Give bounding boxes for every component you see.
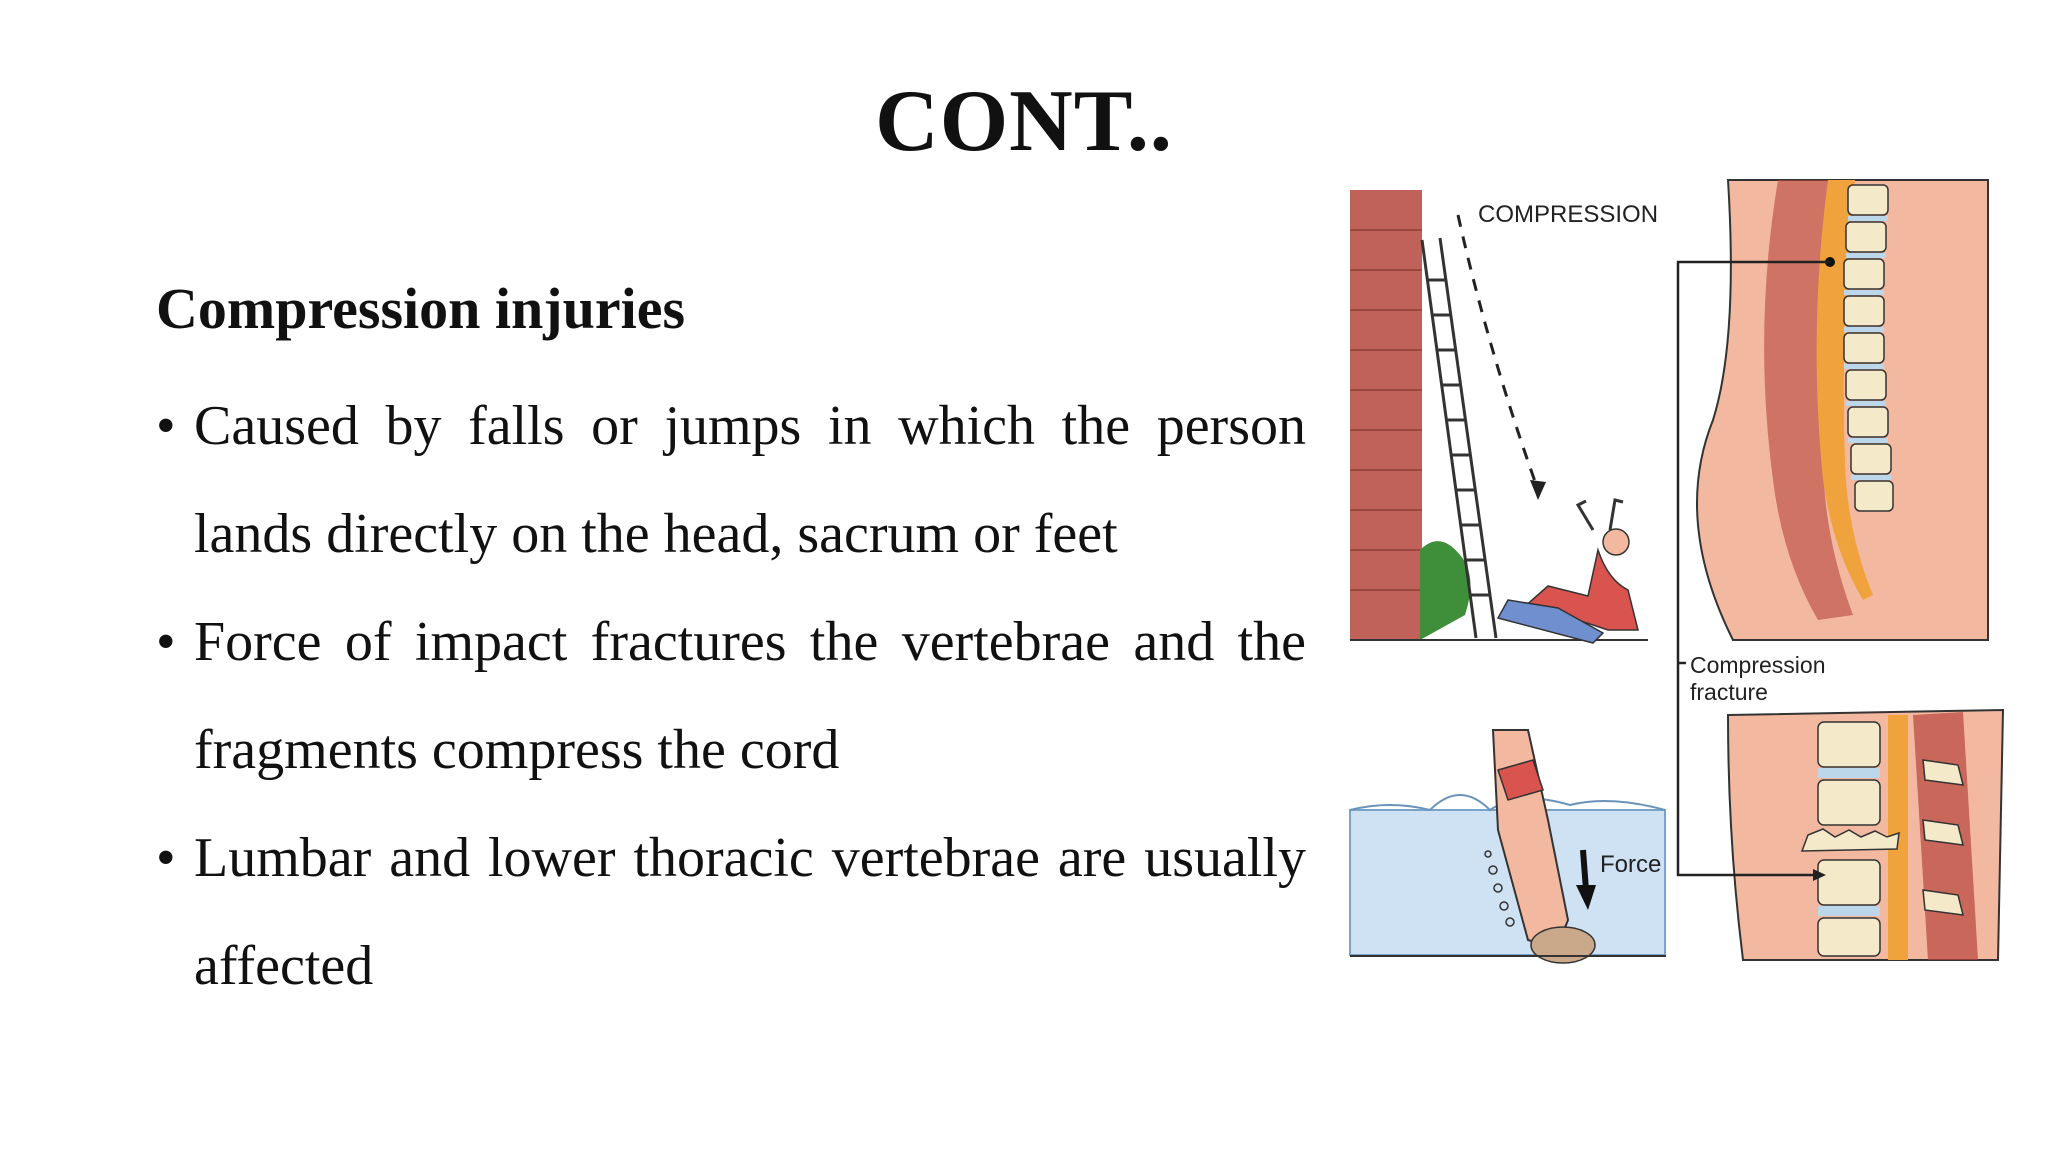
fracture-label-line2: fracture (1690, 679, 1768, 705)
slide-title-text: CONT.. (875, 73, 1173, 170)
bullet-icon: • (156, 611, 176, 673)
dive-scene (1350, 730, 1666, 963)
rock (1531, 927, 1595, 963)
slide-content (156, 276, 1306, 1020)
illustration-svg (1348, 170, 2028, 990)
spine-top-view (1697, 180, 1988, 640)
fall-scene (1350, 190, 1658, 643)
force-arrow (1583, 850, 1586, 890)
fracture-label-line1: Compression (1690, 652, 1826, 678)
compression-label: COMPRESSION (1478, 201, 1659, 228)
bullet-item (156, 588, 1306, 804)
bush (1420, 541, 1470, 640)
bullet-text: Lumbar and lower thoracic vertebrae are usually affected (194, 827, 1306, 997)
subheading: Compression injuries (156, 276, 686, 341)
spine-bottom-view (1728, 710, 2003, 960)
bullet-icon: • (156, 827, 176, 889)
bullet-text: Caused by falls or jumps in which the person lands directly on the head, sacrum or feet (194, 395, 1306, 565)
bullet-icon: • (156, 395, 176, 457)
force-label: Force (1600, 851, 1662, 878)
bullet-item (156, 804, 1306, 1020)
bullet-list (156, 372, 1306, 1020)
fall-arrowhead (1530, 480, 1546, 500)
brick-wall (1350, 190, 1422, 640)
compression-injury-illustration (1348, 170, 2028, 990)
falling-person (1498, 500, 1638, 643)
bullet-text: Force of impact fractures the vertebrae and the fragments compress the cord (194, 611, 1306, 781)
bullet-item (156, 372, 1306, 588)
slide-title (0, 73, 2048, 170)
